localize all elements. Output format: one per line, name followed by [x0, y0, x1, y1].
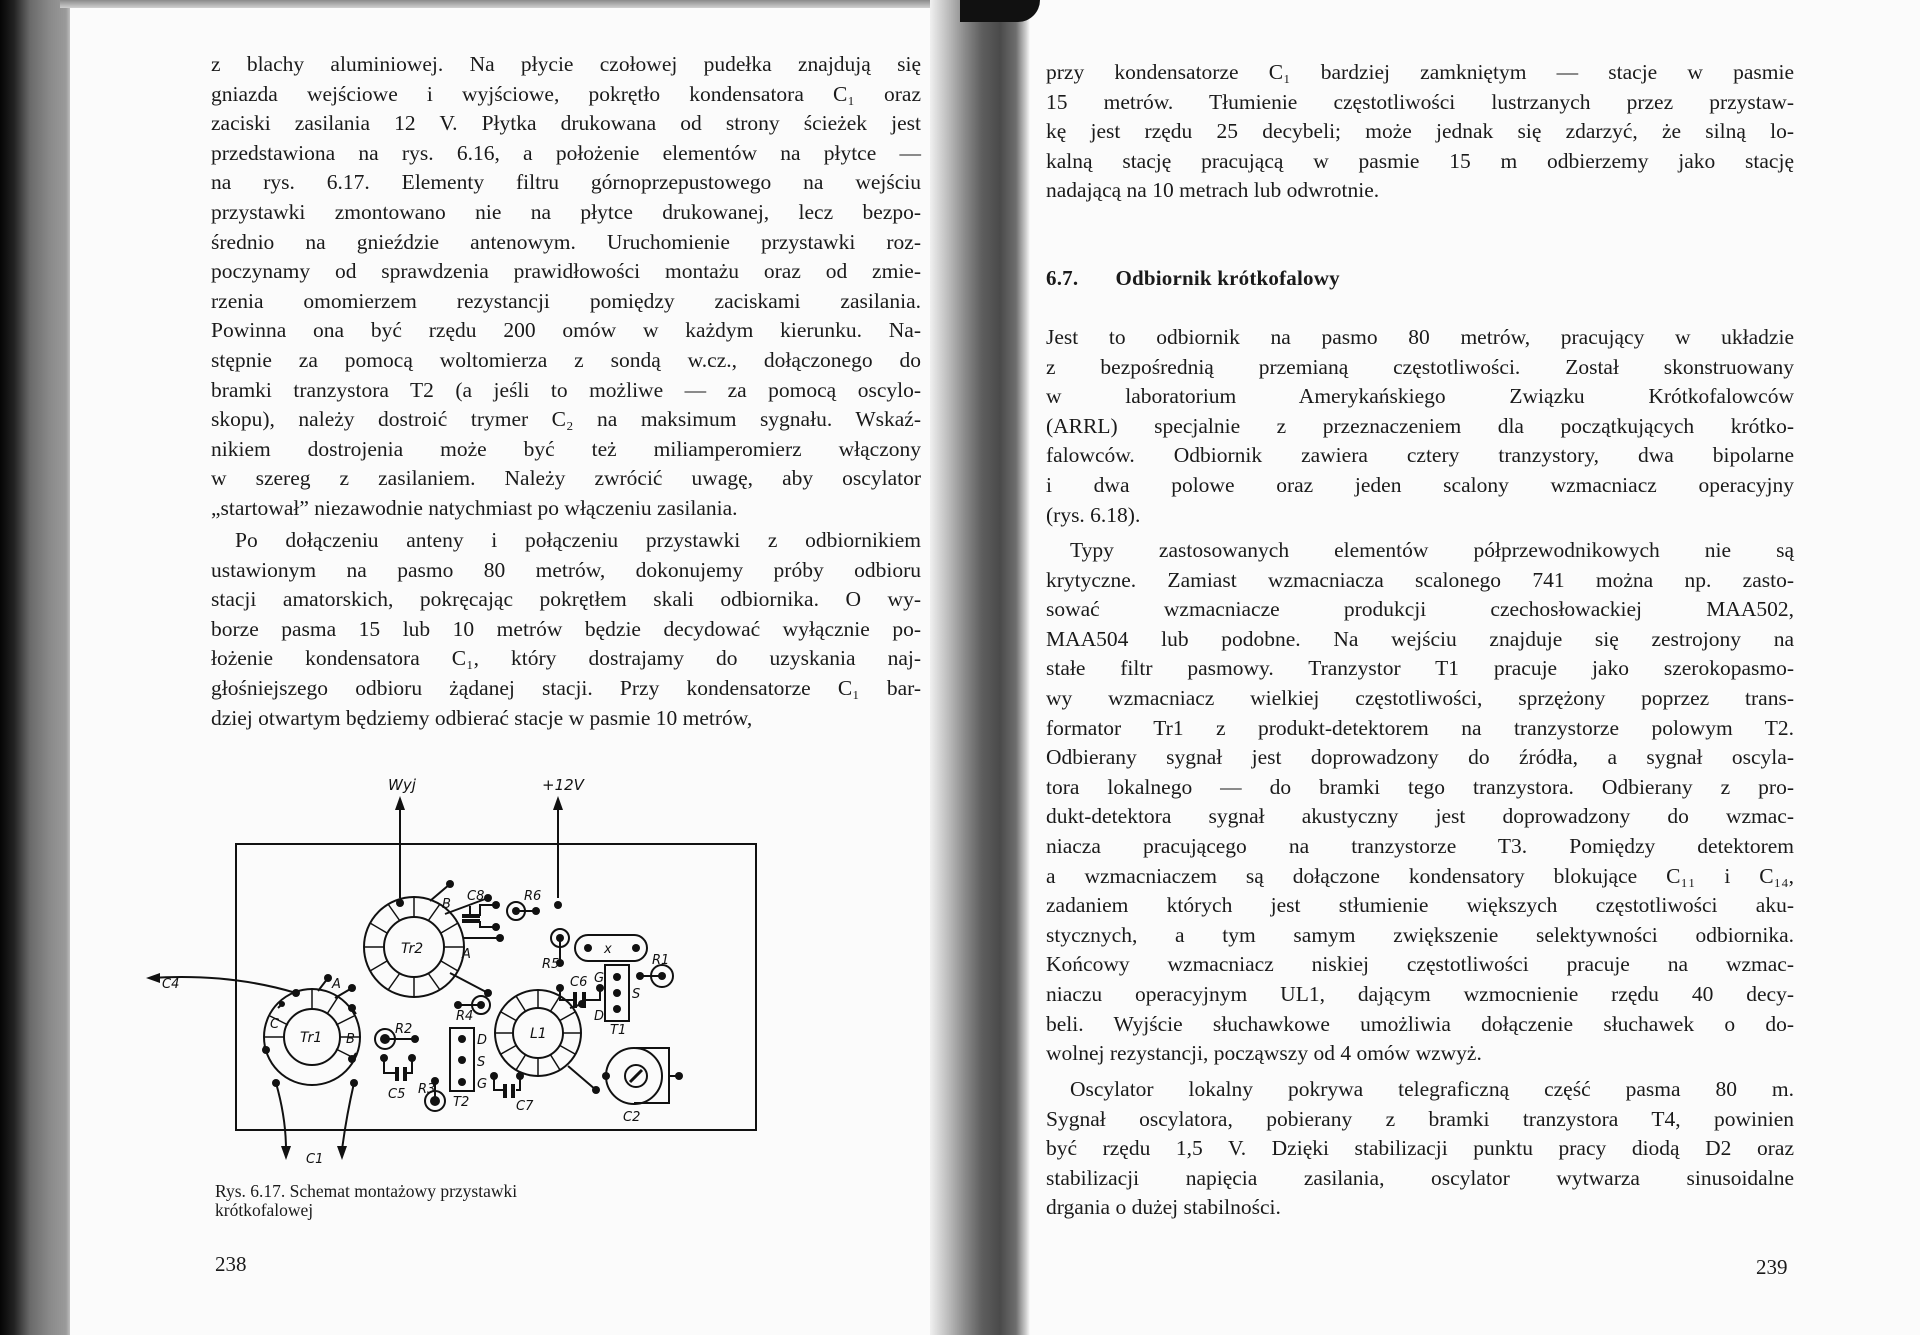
label-t1-pin-g: G [594, 971, 605, 986]
label-tr2-pin-b: B [442, 897, 451, 912]
text-line: Po dołączeniu anteny i połączeniu przystawki z odbiornikiem [235, 528, 921, 552]
label-r4: R4 [456, 1009, 474, 1024]
label-r3: R3 [418, 1082, 436, 1097]
text-line: gniazda wejściowe i wyjściowe, pokrętło kondensatora C₁ oraz [211, 81, 921, 106]
label-tr1-pin-b: B [346, 1032, 355, 1047]
right-paragraph-4 [1046, 1075, 1794, 1223]
text-line: bramki tranzystora T2 (a jeśli to możliwe — za pomocą oscylo- [211, 377, 921, 402]
text-line: średnio na gnieździe antenowym. Uruchomienie przystawki roz- [211, 229, 921, 254]
text-line: łożenie kondensatora C₁, który dostrajamy do uzyskania naj- [211, 646, 921, 671]
label-c1: C1 [306, 1152, 324, 1167]
text-line: kalną stację pracującą w pasmie 15 m odbierzemy jako stację [1046, 148, 1794, 173]
text-line: stacji amatorskich, pokręcając pokrętłem skali odbiornika. O wy- [211, 587, 921, 612]
text-line: przystawki zmontowano nie na płytce drukowanej, lecz bezpo- [211, 199, 921, 224]
label-c2: C2 [623, 1110, 641, 1125]
text-line: beli. Wyjście słuchawkowe umożliwia dołączenie słuchawek o do- [1046, 1011, 1794, 1036]
text-line: Typy zastosowanych elementów półprzewodnikowych nie są [1070, 538, 1794, 562]
figure-caption-line-2: krótkofalowej [215, 1200, 314, 1220]
label-c8: C8 [467, 889, 485, 904]
label-t2-pin-g: G [477, 1077, 488, 1092]
text-line: z blachy aluminiowej. Na płycie czołowej pudełka znajdują się [211, 52, 921, 76]
c1-arrow-left [281, 1146, 291, 1160]
text-line: głośniejszego odbioru żądanej stacji. Przy kondensatorze C₁ bar- [211, 675, 921, 700]
text-line: formator Tr1 z produkt-detektorem na tranzystorze polowym T2. [1046, 715, 1794, 740]
figure-6-17 [162, 770, 790, 1170]
c1-lead-left [276, 1083, 286, 1150]
text-line: przedstawiona na rys. 6.16, a położenie elementów na płytce — [211, 140, 921, 165]
page-number-left: 238 [215, 1252, 247, 1276]
text-line: stałe filtr pasmowy. Tranzystor T1 pracuje jako szerokopasmo- [1046, 656, 1794, 681]
text-line: w laboratorium Amerykańskiego Związku Krótkofalowców [1046, 384, 1794, 409]
label-c7: C7 [516, 1099, 534, 1114]
left-page [70, 0, 930, 1335]
text-line: z bezpośrednią przemianą częstotliwości. Został skonstruowany [1046, 354, 1794, 379]
text-line: MAA504 lub podobne. Na wejściu znajduje się zestrojony na [1046, 626, 1794, 651]
text-line: (rys. 6.18). [1046, 502, 1141, 527]
text-line: borze pasma 15 lub 10 metrów będzie decydować wyłącznie po- [211, 616, 921, 641]
text-line: niaczu operacyjnym UL1, dającym wzmocnienie rzędu 40 decy- [1046, 981, 1794, 1006]
label-t1-pin-d: D [594, 1009, 605, 1024]
text-line: kę jest rzędu 25 decybeli; może jednak się zdarzyć, że silną lo- [1046, 119, 1794, 144]
text-line: w szereg z zasilaniem. Należy zwrócić uwagę, aby oscylator [211, 466, 921, 491]
label-r6: R6 [524, 889, 542, 904]
text-line: (ARRL) specjalnie z przeznaczeniem dla początkujących krótko- [1046, 413, 1794, 438]
c4-arrow [146, 973, 160, 983]
text-line: stabilizacji napięcia zasilania, oscylator wytwarza sinusoidalne [1046, 1165, 1794, 1190]
text-line: falowców. Odbiornik zawiera cztery tranzystory, dwa bipolarne [1046, 443, 1794, 468]
text-line: zadaniem których jest stłumienie większych częstotliwości aku- [1046, 893, 1794, 918]
label-r1: R1 [652, 953, 670, 968]
text-line: ustawionym na pasmo 80 metrów, dokonujemy próby odbioru [211, 557, 921, 582]
text-line: stępnie za pomocą woltomierza z sondą w.cz., dołączonego do [211, 347, 921, 372]
assembly-diagram [162, 770, 790, 1170]
text-line: stycznych, a tym samym zwiększenie selektywności odbiornika. [1046, 922, 1794, 947]
label-t1-pin-s: S [632, 987, 641, 1002]
book-spine-shadow [930, 0, 1030, 1335]
scan-left-edge [0, 0, 70, 1335]
text-line: niacza pracującego na tranzystorze T3. Pomiędzy detektorem [1046, 833, 1794, 858]
label-tr1: Tr1 [300, 1030, 323, 1046]
label-t2: T2 [453, 1095, 470, 1110]
label-c5: C5 [388, 1087, 406, 1102]
figure-caption [215, 1182, 517, 1220]
right-page [1030, 0, 1920, 1335]
label-r5: R5 [542, 957, 560, 972]
text-line: dziej otwartym będziemy odbierać stacje w pasmie 10 metrów, [211, 705, 753, 730]
text-line: a wzmacniaczem są dołączone kondensatory blokujące C₁₁ i C₁₄, [1046, 863, 1794, 888]
text-line: Odbierany sygnał jest doprowadzony do źródła, a sygnał oscyla- [1046, 745, 1794, 770]
text-line: nadającą na 10 metrach lub odwrotnie. [1046, 178, 1380, 203]
section-number: 6.7. [1046, 266, 1079, 290]
supply-arrow [553, 796, 563, 810]
label-tr1-pin-c: C [270, 1017, 280, 1032]
right-paragraph-2 [1046, 323, 1794, 530]
left-paragraph-1 [211, 50, 921, 524]
text-line: „startował” niezawodnie natychmiast po włączeniu zasilania. [211, 495, 738, 520]
text-line: wy wzmacniacz wielkiej częstotliwości, sprzężony poprzez trans- [1046, 685, 1794, 710]
text-line: zaciski zasilania 12 V. Płytka drukowana od strony ścieżek jest [211, 111, 921, 136]
left-paragraph-2 [211, 526, 921, 733]
label-tr2: Tr2 [401, 941, 424, 957]
text-line: być rzędu 1,5 V. Dzięki stabilizacji punktu pracy diodą D2 oraz [1046, 1136, 1794, 1161]
text-line: tora lokalnego — do bramki tego tranzystora. Odbierany z pro- [1046, 774, 1794, 799]
label-t1: T1 [610, 1023, 627, 1038]
text-line: dukt-detektora sygnał akustyczny jest doprowadzony do wzmac- [1046, 804, 1794, 829]
pcb-board-outline [236, 844, 756, 1130]
section-title: Odbiornik krótkofalowy [1115, 266, 1340, 290]
label-supply: +12V [542, 776, 584, 794]
text-line: na rys. 6.17. Elementy filtru górnoprzepustowego na wejściu [211, 170, 921, 195]
text-line: poczynamy od sprawdzenia prawidłowości montażu oraz od zmie- [211, 259, 921, 284]
section-heading [1046, 266, 1340, 291]
label-tr1-pin-a: A [332, 977, 341, 992]
label-t2-pin-d: D [477, 1033, 488, 1048]
text-line: skopu), należy dostroić trymer C₂ na maksimum sygnału. Wskaź- [211, 407, 921, 432]
text-line: drgania o dużej stabilności. [1046, 1195, 1281, 1220]
text-line: sować wzmacniacze produkcji czechosłowackiej MAA502, [1046, 597, 1794, 622]
right-paragraph-1 [1046, 58, 1794, 206]
c1-lead-right [342, 1083, 354, 1150]
text-line: przy kondensatorze C₁ bardziej zamkniętym — stacje w pasmie [1046, 60, 1794, 84]
text-line: Oscylator lokalny pokrywa telegraficzną część pasma 80 m. [1070, 1077, 1794, 1101]
text-line: nikiem dostrojenia może być też miliamperomierz włączony [211, 436, 921, 461]
text-line: Powinna ona być rzędu 200 omów w każdym kierunku. Na- [211, 318, 921, 343]
label-crystal: x [604, 942, 612, 957]
right-paragraph-3 [1046, 536, 1794, 1069]
label-output: Wyj [388, 776, 416, 794]
spine-top-shadow [960, 0, 1040, 22]
text-line: wolnej rezystancji, począwszy od 4 omów wzwyż. [1046, 1041, 1482, 1066]
label-c4: C4 [162, 977, 180, 992]
figure-caption-line-1: Rys. 6.17. Schemat montażowy przystawki [215, 1181, 518, 1201]
label-l1: L1 [530, 1026, 547, 1042]
text-line: 15 metrów. Tłumienie częstotliwości lustrzanych przez przystaw- [1046, 89, 1794, 114]
label-c6: C6 [570, 975, 588, 990]
output-arrow [395, 796, 405, 810]
label-r2: R2 [395, 1022, 413, 1037]
text-line: Końcowy wzmacniacz niskiej częstotliwości pracuje na wzmac- [1046, 952, 1794, 977]
text-line: rzenia omomierzem rezystancji pomiędzy zaciskami zasilania. [211, 288, 921, 313]
text-line: i dwa polowe oraz jeden scalony wzmacniacz operacyjny [1046, 472, 1794, 497]
page-number-right: 239 [1756, 1255, 1788, 1279]
text-line: Jest to odbiornik na pasmo 80 metrów, pracujący w układzie [1046, 325, 1794, 349]
text-line: krytyczne. Zamiast wzmacniacza scalonego 741 można np. zasto- [1046, 567, 1794, 592]
label-tr2-pin-a: A [462, 947, 471, 962]
c1-arrow-right [337, 1146, 347, 1160]
label-t2-pin-s: S [477, 1055, 486, 1070]
text-line: Sygnał oscylatora, pobierany z bramki tranzystora T4, powinien [1046, 1106, 1794, 1131]
